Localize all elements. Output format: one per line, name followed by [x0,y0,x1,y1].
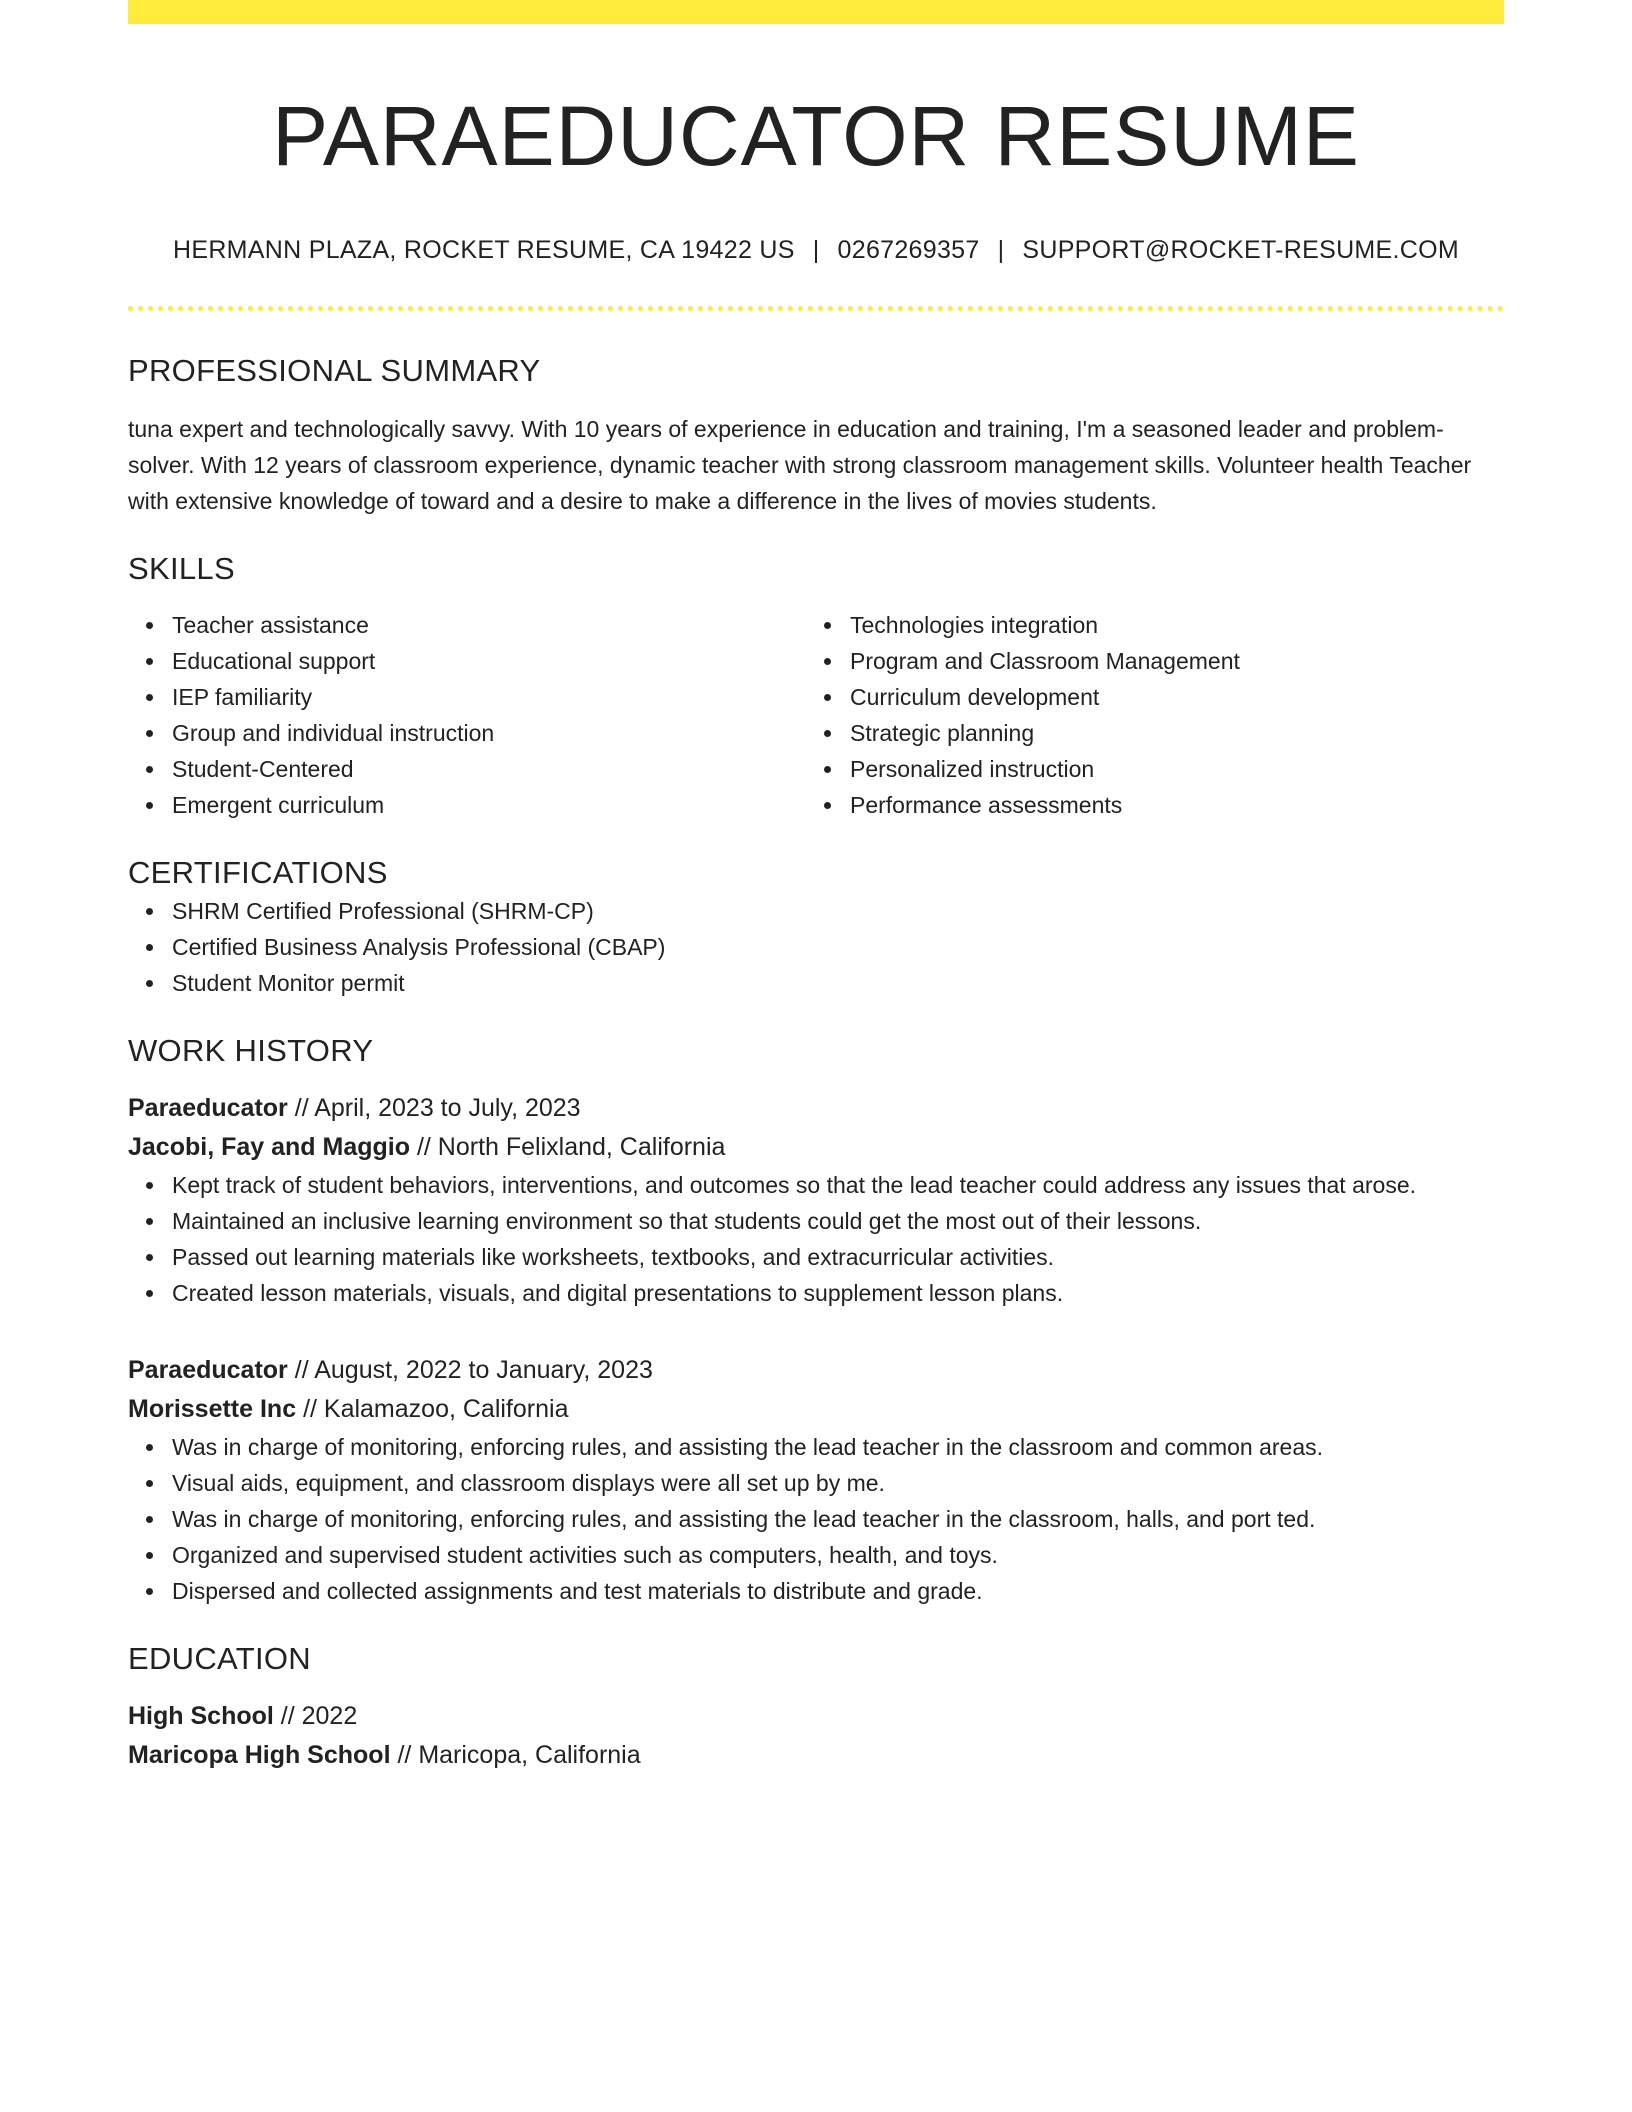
section-heading: EDUCATION [128,1641,311,1676]
section-heading: SKILLS [128,551,235,586]
job-company: Morissette Inc [128,1395,297,1423]
section-heading: WORK HISTORY [128,1033,374,1068]
skills-section [128,549,1504,823]
job-duty: Was in charge of monitoring, enforcing rules, and assisting the lead teacher in the classroom, halls, and port ted. [172,1501,1504,1537]
professional-summary-section [128,351,1504,519]
job-dates: // August, 2022 to January, 2023 [294,1356,653,1384]
skill-item: Strategic planning [850,715,1484,751]
certification-item: Certified Business Analysis Professional (CBAP) [172,929,1504,965]
job-company: Jacobi, Fay and Maggio [128,1133,410,1161]
job-title: Paraeducator [128,1094,288,1122]
skill-item: Emergent curriculum [172,787,806,823]
job-entry [128,1351,1504,1609]
job-duties-list [128,1167,1504,1311]
job-duty: Kept track of student behaviors, interventions, and outcomes so that the lead teacher could address any issues that arose. [172,1167,1504,1203]
section-heading: CERTIFICATIONS [128,855,388,890]
section-heading: PROFESSIONAL SUMMARY [128,353,541,388]
contact-separator: | [812,236,820,264]
certifications-list [128,893,1504,1001]
job-title-line [128,1089,1504,1128]
skills-list [806,607,1484,823]
job-duties-list [128,1429,1504,1609]
education-degree: High School [128,1702,274,1730]
skill-item: Technologies integration [850,607,1484,643]
skills-grid [128,607,1504,823]
job-location: // Kalamazoo, California [303,1395,569,1423]
resume-page [128,0,1504,1775]
job-company-line [128,1390,1504,1429]
skills-list [128,607,806,823]
job-duty: Created lesson materials, visuals, and digital presentations to supplement lesson plans. [172,1275,1504,1311]
dotted-divider [128,306,1504,311]
job-duty: Organized and supervised student activities such as computers, health, and toys. [172,1537,1504,1573]
education-school-line [128,1736,1504,1775]
education-school: Maricopa High School [128,1741,391,1769]
job-location: // North Felixland, California [416,1133,726,1161]
job-dates: // April, 2023 to July, 2023 [294,1094,581,1122]
job-duty: Visual aids, equipment, and classroom displays were all set up by me. [172,1465,1504,1501]
skill-item: Student-Centered [172,751,806,787]
job-company-line [128,1128,1504,1167]
skill-item: IEP familiarity [172,679,806,715]
skills-column-left [128,607,806,823]
job-duty: Was in charge of monitoring, enforcing rules, and assisting the lead teacher in the classroom and common areas. [172,1429,1504,1465]
contact-address: HERMANN PLAZA, ROCKET RESUME, CA 19422 US [172,236,795,264]
skill-item: Curriculum development [850,679,1484,715]
job-entry [128,1089,1504,1311]
certification-item: SHRM Certified Professional (SHRM-CP) [172,893,1504,929]
job-duty: Maintained an inclusive learning environment so that students could get the most out of their lessons. [172,1203,1504,1239]
job-duty: Passed out learning materials like worksheets, textbooks, and extracurricular activities. [172,1239,1504,1275]
education-degree-line [128,1697,1504,1736]
contact-email: SUPPORT@ROCKET-RESUME.COM [1022,236,1460,264]
job-title: Paraeducator [128,1356,288,1384]
education-location: // Maricopa, California [397,1741,641,1769]
contact-phone: 0267269357 [837,236,980,264]
summary-text: tuna expert and technologically savvy. With 10 years of experience in education and training, I'm a seasoned leader and problem-solver. With 12 years of classroom experience, dynamic teacher with strong classroom management skills. Volunteer health Teacher with extensive knowledge of toward and a desire to make a difference in the lives of movies students. [128,416,1472,514]
contact-line [128,234,1504,266]
skill-item: Program and Classroom Management [850,643,1484,679]
education-section [128,1639,1504,1775]
contact-separator: | [997,236,1005,264]
certifications-section [128,853,1504,1001]
skills-column-right [806,607,1484,823]
resume-title: PARAEDUCATOR RESUME [272,89,1360,183]
education-year: // 2022 [280,1702,358,1730]
education-entry [128,1697,1504,1775]
work-history-section [128,1031,1504,1609]
certification-item: Student Monitor permit [172,965,1504,1001]
skill-item: Group and individual instruction [172,715,806,751]
skill-item: Teacher assistance [172,607,806,643]
skill-item: Educational support [172,643,806,679]
skill-item: Personalized instruction [850,751,1484,787]
accent-top-bar [128,0,1504,24]
job-title-line [128,1351,1504,1390]
skill-item: Performance assessments [850,787,1484,823]
job-duty: Dispersed and collected assignments and test materials to distribute and grade. [172,1573,1504,1609]
